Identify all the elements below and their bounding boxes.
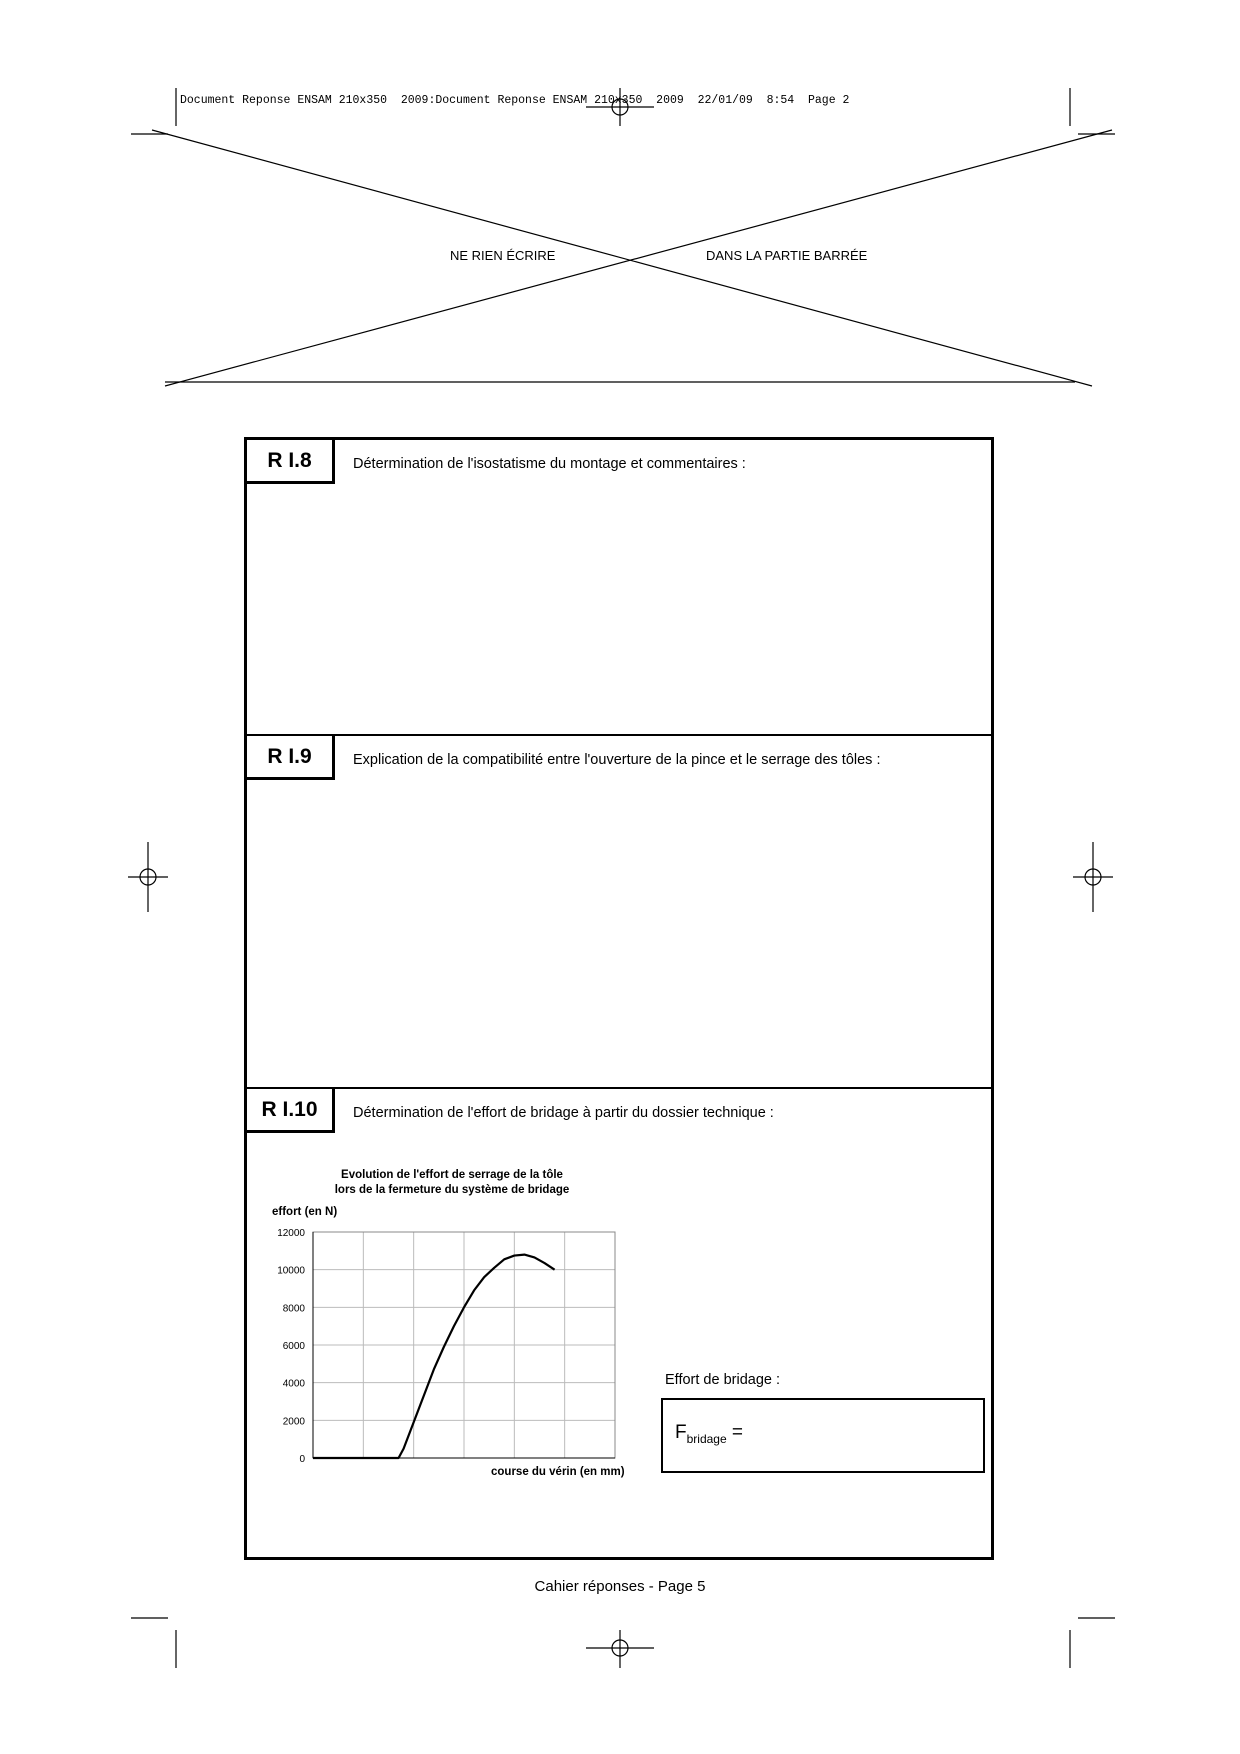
registration-mark-left <box>128 842 168 912</box>
crossed-zone-right-text: DANS LA PARTIE BARRÉE <box>706 248 868 263</box>
section-prompt: Détermination de l'isostatisme du montage et commentaires : <box>353 456 746 472</box>
section-ri8[interactable] <box>247 440 991 736</box>
effort-chart <box>247 1224 627 1464</box>
y-tick-label: 2000 <box>282 1416 305 1428</box>
chart-subtitle: lors de la fermeture du système de bridage <box>334 1184 570 1196</box>
registration-mark-right <box>1073 842 1113 912</box>
crossed-out-zone <box>152 130 1112 386</box>
y-tick-label: 12000 <box>277 1228 305 1239</box>
f-subscript: bridage <box>686 1431 727 1446</box>
y-tick-label: 8000 <box>282 1303 305 1315</box>
section-tag: R I.8 <box>247 440 335 484</box>
y-tick-label: 4000 <box>282 1378 305 1390</box>
answer-frame <box>244 437 994 1560</box>
f-symbol: F <box>675 1422 687 1443</box>
f-equals: = <box>726 1422 744 1443</box>
section-ri10 <box>247 1089 991 1557</box>
series-line-effort <box>313 1255 555 1458</box>
y-tick-label: 0 <box>299 1454 305 1464</box>
page-footer: Cahier réponses - Page 5 <box>534 1578 706 1595</box>
section-tag: R I.9 <box>247 736 335 780</box>
section-prompt: Explication de la compatibilité entre l'ouverture de la pince et le serrage des tôles : <box>353 752 881 768</box>
print-slug-line: Document Reponse ENSAM 210x350 2009:Document Reponse ENSAM 210x350 2009 22/01/09 8:54 Page 2 <box>180 94 850 107</box>
f-bridage-label <box>675 1422 743 1446</box>
section-tag: R I.10 <box>247 1089 335 1133</box>
answer-label: Effort de bridage : <box>665 1372 781 1388</box>
chart-y-label: effort (en N) <box>272 1206 338 1218</box>
f-bridage-answer-box[interactable] <box>661 1398 985 1473</box>
y-tick-label: 10000 <box>277 1265 305 1277</box>
y-tick-label: 6000 <box>282 1341 305 1352</box>
section-ri9[interactable] <box>247 736 991 1089</box>
chart-title: Evolution de l'effort de serrage de la tôle <box>341 1169 563 1181</box>
chart-title-block <box>287 1168 617 1198</box>
section-prompt: Détermination de l'effort de bridage à partir du dossier technique : <box>353 1105 774 1121</box>
registration-mark-bottom <box>586 1630 654 1668</box>
chart-x-label: course du vérin (en mm) <box>491 1466 625 1478</box>
crossed-zone-left-text: NE RIEN ÉCRIRE <box>450 248 556 263</box>
